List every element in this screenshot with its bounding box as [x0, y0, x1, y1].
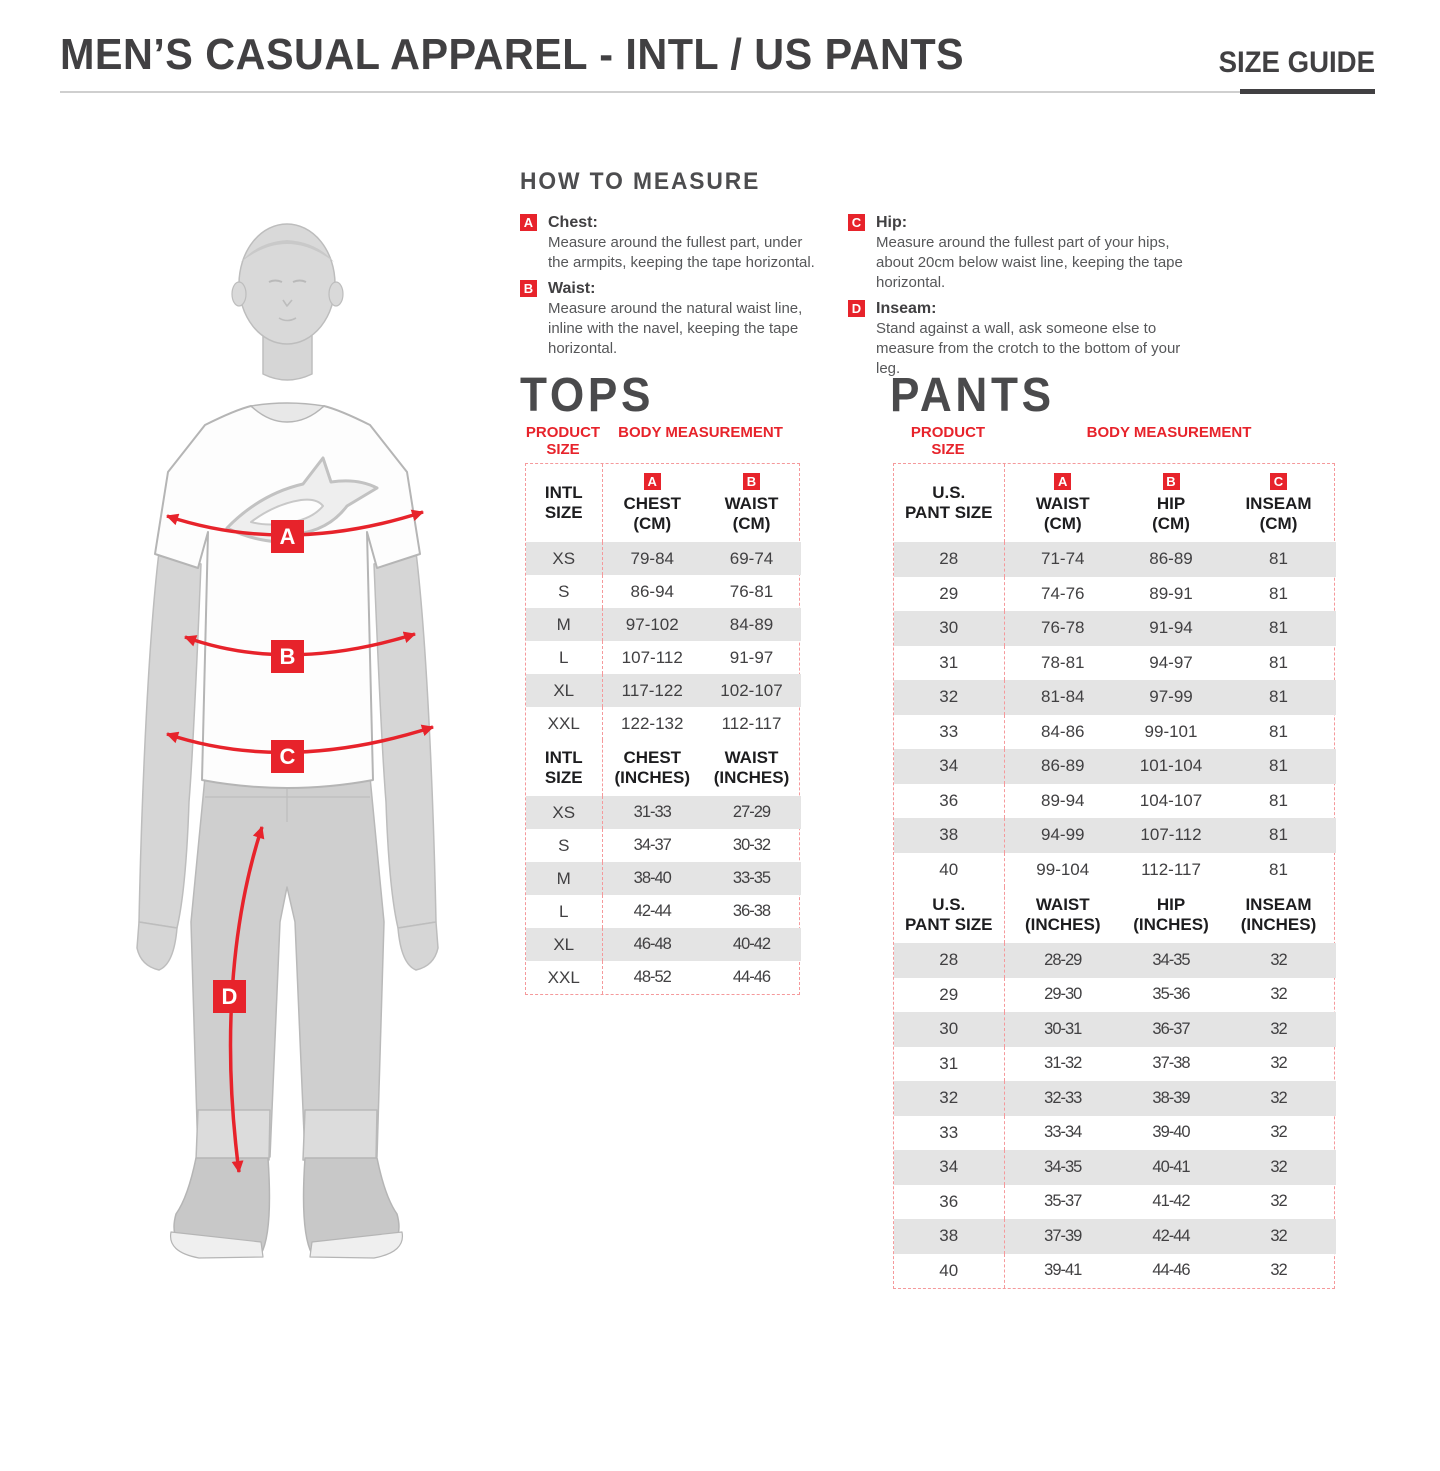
pants-size-table — [893, 463, 1335, 1289]
table-cell: 32 — [894, 680, 1004, 715]
page-title: MEN’S CASUAL APPAREL - INTL / US PANTS — [60, 30, 965, 79]
table-cell: 81 — [1221, 818, 1336, 853]
header-line: U.S. — [932, 483, 966, 502]
table-cell: 30-32 — [732, 836, 771, 854]
table-cell: 32 — [1270, 1123, 1287, 1142]
table-cell: 40-42 — [702, 928, 801, 961]
how-to-measure-column-left — [520, 212, 820, 384]
table-cell: 33 — [894, 715, 1004, 750]
header-unit: (CM) — [1259, 513, 1298, 533]
table-cell: 32 — [1270, 1261, 1287, 1280]
table-cell: 79-84 — [602, 542, 702, 575]
header-unit: (INCHES) — [1024, 915, 1101, 934]
table-cell: 97-99 — [1121, 680, 1221, 715]
table-cell: 39-40 — [1152, 1123, 1190, 1142]
table-cell: 34-37 — [633, 836, 671, 854]
table-cell: XXL — [526, 961, 602, 994]
inseam-marker-label: D — [221, 984, 238, 1009]
table-cell: 42-44 — [1121, 1219, 1221, 1254]
measure-item-chest — [520, 212, 820, 273]
inseam-badge: C — [1270, 473, 1287, 490]
table-cell: 104-107 — [1139, 790, 1203, 810]
table-row — [526, 796, 801, 829]
body-diagram — [55, 222, 505, 1292]
pants-inches-size-header — [894, 887, 1004, 943]
how-to-measure-title: HOW TO MEASURE — [520, 168, 761, 195]
table-cell: 36-38 — [732, 902, 771, 920]
table-row — [894, 715, 1336, 750]
table-cell: 86-94 — [630, 581, 674, 601]
table-row — [894, 542, 1336, 577]
table-row — [894, 1185, 1336, 1220]
table-cell: 28 — [894, 542, 1004, 577]
header-line: WAIST — [1035, 895, 1090, 914]
table-cell: 41-42 — [1152, 1192, 1190, 1211]
table-cell: 81 — [1269, 652, 1288, 672]
table-cell: 32 — [1221, 943, 1336, 978]
table-cell: XL — [526, 928, 602, 961]
table-cell: 30 — [894, 611, 1004, 646]
table-cell: 32 — [1221, 1012, 1336, 1047]
tops-cm-size-header — [526, 464, 602, 542]
table-cell: 74-76 — [1041, 583, 1085, 603]
pants-body-measurement-label: BODY MEASUREMENT — [1086, 424, 1252, 441]
pants-cm-inseam-header — [1221, 464, 1336, 542]
table-row — [526, 608, 801, 641]
table-cell: 36 — [894, 784, 1004, 819]
pants-inches-waist-header — [1004, 887, 1121, 943]
table-cell: 28-29 — [1004, 943, 1121, 978]
table-cell: 34 — [894, 1150, 1004, 1185]
table-cell: 44-46 — [1152, 1261, 1190, 1280]
table-row — [526, 961, 801, 994]
table-cell: 94-97 — [1149, 652, 1193, 672]
table-row — [894, 853, 1336, 888]
tops-inches-waist-header — [702, 740, 801, 796]
table-row — [894, 784, 1336, 819]
table-cell: 33 — [894, 1116, 1004, 1151]
table-row — [894, 1116, 1336, 1151]
pants-product-size-label: PRODUCT SIZE — [910, 424, 986, 458]
table-cell: 32 — [1270, 1054, 1287, 1073]
table-cell: 91-94 — [1121, 611, 1221, 646]
table-header-row — [894, 887, 1336, 943]
table-row — [894, 1219, 1336, 1254]
table-row — [894, 611, 1336, 646]
pants-cm-size-header — [894, 464, 1004, 542]
table-row — [894, 818, 1336, 853]
table-cell: 81 — [1221, 749, 1336, 784]
hip-badge: B — [1163, 473, 1180, 490]
tops-product-size-label: PRODUCT SIZE — [525, 424, 601, 458]
table-cell: 91-97 — [729, 647, 774, 667]
table-cell: 84-89 — [702, 608, 801, 641]
table-cell: 101-104 — [1121, 749, 1221, 784]
chest-badge: A — [644, 473, 661, 490]
measure-item-description: Measure around the natural waist line, inline with the navel, keeping the tape horizontal. — [548, 300, 803, 357]
table-cell: 34 — [894, 749, 1004, 784]
table-cell: 33-35 — [702, 862, 801, 895]
header-unit: (CM) — [732, 513, 771, 533]
table-cell: 117-122 — [602, 674, 702, 707]
pants-cm-header — [894, 464, 1336, 542]
header-unit: (INCHES) — [614, 768, 691, 787]
table-row — [894, 749, 1336, 784]
header-line: SIZE — [544, 768, 583, 787]
table-cell: 102-107 — [702, 674, 801, 707]
pants-column-labels — [893, 424, 1335, 458]
table-cell: 81 — [1269, 790, 1288, 810]
table-cell: 46-48 — [602, 928, 702, 961]
table-cell: 30-31 — [1004, 1012, 1121, 1047]
table-row — [894, 943, 1336, 978]
table-header-row — [894, 464, 1336, 542]
table-row — [526, 575, 801, 608]
table-cell: L — [526, 895, 602, 928]
header-line: INTL — [544, 748, 583, 767]
tops-cm-chest-header — [602, 464, 702, 542]
header-line: WAIST — [724, 493, 779, 513]
chest-badge: A — [520, 214, 537, 231]
waist-badge: A — [1054, 473, 1071, 490]
size-guide-label: SIZE GUIDE — [1218, 46, 1375, 79]
table-cell: S — [526, 575, 602, 608]
table-cell: XL — [526, 674, 602, 707]
hip-badge: C — [848, 214, 865, 231]
table-cell: 40 — [894, 853, 1004, 888]
tops-cm-waist-header — [702, 464, 801, 542]
header-line: HIP — [1156, 895, 1186, 914]
table-cell: XXL — [526, 707, 602, 740]
table-cell: 31 — [894, 646, 1004, 681]
tops-column-labels — [525, 424, 800, 458]
table-cell: 81 — [1269, 583, 1288, 603]
table-cell: 36-37 — [1121, 1012, 1221, 1047]
pants-cm-body — [894, 542, 1336, 887]
table-cell: 89-94 — [1041, 790, 1085, 810]
table-cell: 38 — [894, 1219, 1004, 1254]
table-row — [894, 1081, 1336, 1116]
measure-item-description: Stand against a wall, ask someone else to measure from the crotch to the bottom of your leg. — [876, 320, 1181, 377]
table-cell: 32 — [1270, 985, 1287, 1004]
table-cell: M — [526, 862, 602, 895]
measure-item-inseam — [848, 298, 1193, 379]
tops-inches-body — [526, 796, 801, 994]
table-cell: XS — [526, 542, 602, 575]
tops-inches-header — [526, 740, 801, 796]
table-cell: 99-101 — [1144, 721, 1198, 741]
measure-item-label: Inseam: — [876, 300, 937, 317]
tops-body-measurement-label: BODY MEASUREMENT — [618, 424, 783, 441]
header-line: PANT SIZE — [904, 503, 993, 522]
table-cell: 34-35 — [1121, 943, 1221, 978]
pants-cm-waist-header — [1004, 464, 1121, 542]
table-row — [526, 707, 801, 740]
how-to-measure-section — [520, 168, 1200, 384]
pants-inches-header — [894, 887, 1336, 943]
inseam-badge: D — [848, 300, 865, 317]
table-cell: 78-81 — [1041, 652, 1085, 672]
table-cell: 81 — [1221, 680, 1336, 715]
table-cell: 36 — [894, 1185, 1004, 1220]
tops-cm-body — [526, 542, 801, 740]
table-cell: 76-81 — [729, 581, 774, 601]
table-cell: 99-104 — [1036, 859, 1090, 879]
table-cell: 81 — [1269, 721, 1288, 741]
pants-section-title: PANTS — [890, 369, 1055, 422]
table-cell: 81 — [1221, 542, 1336, 577]
table-cell: 44-46 — [732, 968, 771, 986]
table-cell: 40 — [894, 1254, 1004, 1289]
table-row — [526, 928, 801, 961]
table-cell: 84-86 — [1041, 721, 1085, 741]
table-row — [526, 862, 801, 895]
table-cell: 34-35 — [1004, 1150, 1121, 1185]
table-cell: 107-112 — [1121, 818, 1221, 853]
table-cell: 37-39 — [1004, 1219, 1121, 1254]
table-cell: S — [526, 829, 602, 862]
pants-inches-body — [894, 943, 1336, 1288]
table-row — [894, 680, 1336, 715]
table-cell: 39-41 — [1044, 1261, 1082, 1280]
waist-badge: B — [520, 280, 537, 297]
table-cell: 38-40 — [602, 862, 702, 895]
table-cell: 31 — [894, 1047, 1004, 1082]
table-row — [894, 1254, 1336, 1289]
table-header-row — [526, 464, 801, 542]
table-row — [894, 646, 1336, 681]
table-cell: 86-89 — [1121, 542, 1221, 577]
table-cell: 32 — [1221, 1150, 1336, 1185]
table-cell: 81 — [1269, 859, 1288, 879]
table-cell: 29-30 — [1044, 985, 1082, 1004]
table-row — [526, 829, 801, 862]
header-unit: (INCHES) — [713, 768, 790, 787]
header-unit: (INCHES) — [1133, 915, 1209, 934]
header-line: CHEST — [623, 748, 682, 767]
table-row — [526, 641, 801, 674]
pants-inches-hip-header — [1121, 887, 1221, 943]
header-line: WAIST — [724, 748, 779, 767]
tops-cm-header — [526, 464, 801, 542]
table-cell: 29 — [894, 577, 1004, 612]
tops-inches-size-header — [526, 740, 602, 796]
table-cell: 42-44 — [633, 902, 671, 920]
table-cell: 33-34 — [1044, 1123, 1082, 1142]
table-cell: 31-32 — [1044, 1054, 1082, 1073]
table-cell: 32-33 — [1004, 1081, 1121, 1116]
table-cell: 81-84 — [1004, 680, 1121, 715]
table-cell: 32 — [894, 1081, 1004, 1116]
table-cell: 38-39 — [1121, 1081, 1221, 1116]
measurement-figure — [55, 222, 505, 1292]
table-cell: 76-78 — [1004, 611, 1121, 646]
pants-inches-inseam-header — [1221, 887, 1336, 943]
table-cell: 28 — [894, 943, 1004, 978]
measure-item-label: Chest: — [548, 214, 598, 231]
header-unit: (CM) — [633, 513, 672, 533]
measure-item-description: Measure around the fullest part of your hips, about 20cm below waist line, keeping the tape horizontal. — [876, 234, 1183, 291]
table-cell: 89-91 — [1149, 583, 1193, 603]
header-line: INTL — [544, 483, 583, 502]
table-cell: 37-38 — [1152, 1054, 1190, 1073]
table-cell: 29 — [894, 978, 1004, 1013]
table-cell: 86-89 — [1004, 749, 1121, 784]
header-line: CHEST — [623, 493, 682, 513]
table-row — [894, 1150, 1336, 1185]
table-row — [894, 1012, 1336, 1047]
table-cell: 69-74 — [702, 542, 801, 575]
table-cell: 32 — [1221, 1081, 1336, 1116]
table-cell: 31-33 — [602, 796, 702, 829]
waist-badge: B — [743, 473, 760, 490]
header-unit: (INCHES) — [1240, 915, 1317, 934]
chest-marker-label: A — [279, 524, 296, 549]
table-cell: 81 — [1221, 611, 1336, 646]
table-row — [526, 542, 801, 575]
table-cell: 32 — [1270, 1192, 1287, 1211]
table-cell: 122-132 — [621, 713, 684, 733]
table-cell: 48-52 — [633, 968, 671, 986]
header-line: WAIST — [1035, 493, 1090, 513]
table-cell: 27-29 — [702, 796, 801, 829]
header-line: HIP — [1156, 493, 1186, 513]
tops-section-title: TOPS — [520, 369, 655, 422]
table-cell: 40-41 — [1121, 1150, 1221, 1185]
table-row — [894, 577, 1336, 612]
header-unit: (CM) — [1043, 513, 1082, 533]
header-line: INSEAM — [1245, 493, 1312, 513]
table-row — [894, 1047, 1336, 1082]
waist-marker-label: B — [279, 644, 296, 669]
header-unit: (CM) — [1152, 513, 1190, 533]
table-cell: 35-36 — [1152, 985, 1190, 1004]
table-cell: 112-117 — [721, 713, 782, 733]
table-cell: 38 — [894, 818, 1004, 853]
table-cell: 94-99 — [1004, 818, 1121, 853]
pants-cm-hip-header — [1121, 464, 1221, 542]
table-row — [894, 978, 1336, 1013]
header-line: INSEAM — [1245, 895, 1312, 914]
table-cell: 112-117 — [1141, 859, 1201, 879]
table-cell: 107-112 — [621, 647, 683, 667]
table-cell: XS — [526, 796, 602, 829]
table-cell: 71-74 — [1004, 542, 1121, 577]
table-row — [526, 895, 801, 928]
table-cell: 32 — [1221, 1219, 1336, 1254]
table-cell: 35-37 — [1044, 1192, 1082, 1211]
table-cell: 97-102 — [602, 608, 702, 641]
table-cell: L — [526, 641, 602, 674]
measure-item-label: Hip: — [876, 214, 908, 231]
tops-size-table — [525, 463, 800, 995]
table-cell: 30 — [894, 1012, 1004, 1047]
header-divider — [60, 91, 1375, 93]
hip-marker-label: C — [279, 744, 296, 769]
tops-inches-chest-header — [602, 740, 702, 796]
header-line: SIZE — [544, 503, 583, 522]
header-line: U.S. — [932, 895, 966, 914]
table-cell: M — [526, 608, 602, 641]
measure-item-description: Measure around the fullest part, under the armpits, keeping the tape horizontal. — [548, 234, 815, 271]
header-line: PANT SIZE — [904, 915, 993, 934]
how-to-measure-column-right — [848, 212, 1193, 384]
measure-item-label: Waist: — [548, 280, 596, 297]
measure-item-hip — [848, 212, 1193, 293]
table-row — [526, 674, 801, 707]
measure-item-waist — [520, 278, 820, 359]
header-divider-accent — [1240, 89, 1375, 94]
table-header-row — [526, 740, 801, 796]
